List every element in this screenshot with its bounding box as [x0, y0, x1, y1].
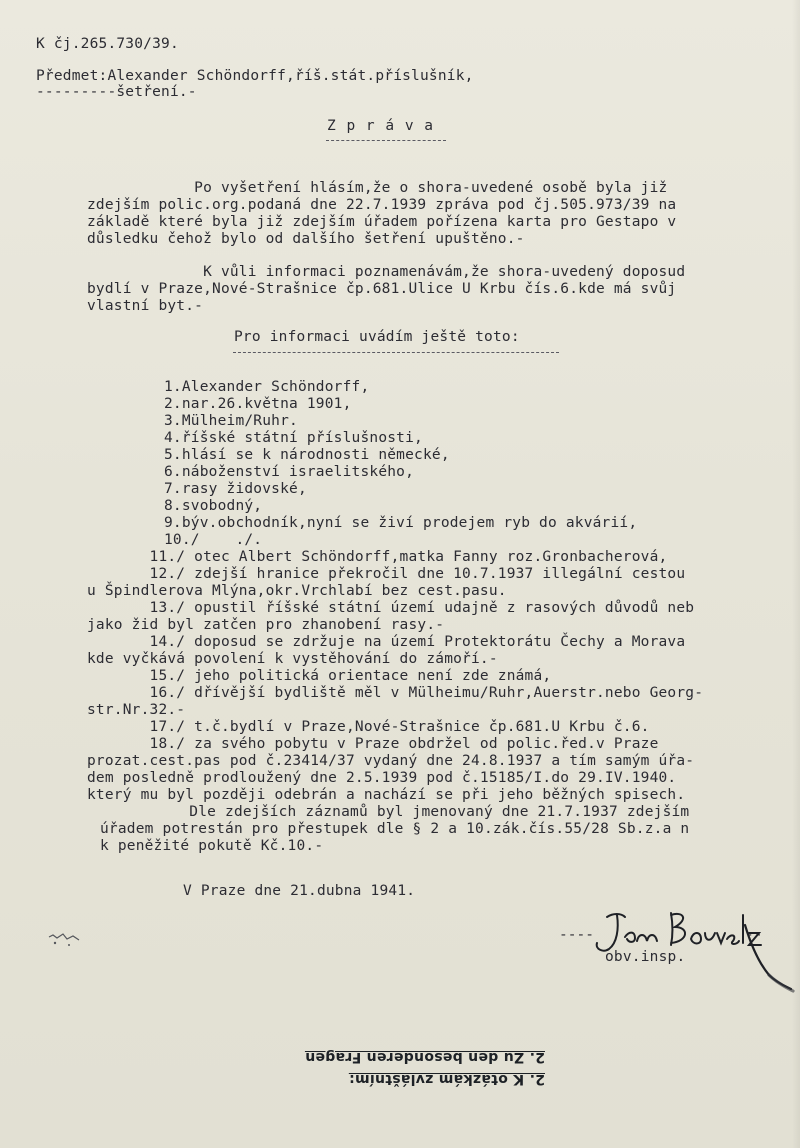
list-item: u Špindlerova Mlýna,okr.Vrchlabí bez cest.pasu.	[87, 583, 507, 599]
title-underline	[326, 140, 446, 141]
signature-dashes-left: ----	[559, 927, 594, 943]
list-item: kde vyčkává povolení k vystěhování do zámoří.-	[87, 651, 498, 667]
list-item: 12./ zdejší hranice překročil dne 10.7.1937 illegální cestou	[87, 566, 686, 582]
reference-number: K čj.265.730/39.	[36, 36, 179, 52]
list-item: 15./ jeho politická orientace není zde známá,	[87, 668, 552, 684]
info-heading-underline	[233, 352, 559, 353]
list-item: 4.říšské státní příslušnosti,	[164, 430, 423, 446]
info-heading: Pro informaci uvádím ještě toto:	[234, 329, 520, 345]
signer-title: obv.insp.	[605, 949, 686, 965]
list-item: 1.Alexander Schöndorff,	[164, 379, 370, 395]
list-item: 13./ opustil říšské státní území udajně z rasových důvodů neb	[87, 600, 695, 616]
list-item: 6.náboženství israelitského,	[164, 464, 415, 480]
list-item: 9.býv.obchodník,nyní se živí prodejem ryb do akvárií,	[164, 515, 638, 531]
date-line: V Praze dne 21.dubna 1941.	[183, 883, 416, 899]
list-item: jako žid byl zatčen pro zhanobení rasy.-	[87, 617, 445, 633]
stamp-line-czech: 2. K otázkám zvláštním:	[348, 1071, 545, 1087]
list-item: prozat.cest.pas pod č.23414/37 vydaný dne 24.8.1937 a tím samým úřa-	[87, 753, 695, 769]
rubber-stamp	[255, 1038, 555, 1090]
list-item: 14./ doposud se zdržuje na území Protektorátu Čechy a Morava	[87, 634, 686, 650]
paper-edge	[792, 0, 800, 1148]
paragraph-line: vlastní byt.-	[87, 298, 204, 314]
list-item: dem posledně prodloužený dne 2.5.1939 pod č.15185/I.do 29.IV.1940.	[87, 770, 677, 786]
signature-block	[555, 905, 795, 1005]
subject-line: Předmet:Alexander Schöndorff,říš.stát.příslušník,	[36, 68, 474, 84]
list-item: 5.hlásí se k národnosti německé,	[164, 447, 450, 463]
list-item: 8.svobodný,	[164, 498, 263, 514]
stamp-line-german: 2. Zu den besonderen Fragen	[304, 1049, 545, 1065]
list-item: 2.nar.26.května 1901,	[164, 396, 352, 412]
list-item: str.Nr.32.-	[87, 702, 186, 718]
paragraph-line: úřadem potrestán pro přestupek dle § 2 a 10.zák.čís.55/28 Sb.z.a n	[100, 821, 690, 837]
paragraph-line: k peněžité pokutě Kč.10.-	[100, 838, 324, 854]
paragraph-line: K vůli informaci poznamenávám,že shora-uvedený doposud	[87, 264, 686, 280]
list-item: 3.Mülheim/Ruhr.	[164, 413, 298, 429]
list-item: 7.rasy židovské,	[164, 481, 307, 497]
signature-dashes-right: --	[745, 927, 763, 943]
paragraph-line: základě které byla již zdejším úřadem pořízena karta pro Gestapo v	[87, 214, 677, 230]
list-item: který mu byl později odebrán a nachází se při jeho běžných spisech.	[87, 787, 686, 803]
paragraph-line: bydlí v Praze,Nové-Strašnice čp.681.Ulice U Krbu čís.6.kde má svůj	[87, 281, 677, 297]
ink-smudge	[45, 925, 95, 955]
list-item: 17./ t.č.bydlí v Praze,Nové-Strašnice čp.681.U Krbu č.6.	[87, 719, 650, 735]
paragraph-line: Po vyšetření hlásím,že o shora-uvedené osobě byla již	[87, 180, 668, 196]
subject-line-continued: ---------šetření.-	[36, 84, 197, 100]
list-item: 16./ dřívější bydliště měl v Mülheimu/Ruhr,Auerstr.nebo Georg-	[87, 685, 704, 701]
paragraph-line: Dle zdejších záznamů byl jmenovaný dne 21.7.1937 zdejším	[100, 804, 690, 820]
page-title: Z p r á v a	[327, 118, 435, 134]
list-item: 18./ za svého pobytu v Praze obdržel od polic.řed.v Praze	[87, 736, 659, 752]
list-item: 10./ ./.	[164, 532, 263, 548]
paragraph-line: důsledku čehož bylo od dalšího šetření upuštěno.-	[87, 231, 525, 247]
list-item: 11./ otec Albert Schöndorff,matka Fanny roz.Gronbacherová,	[87, 549, 668, 565]
paragraph-line: zdejším polic.org.podaná dne 22.7.1939 zpráva pod čj.505.973/39 na	[87, 197, 677, 213]
